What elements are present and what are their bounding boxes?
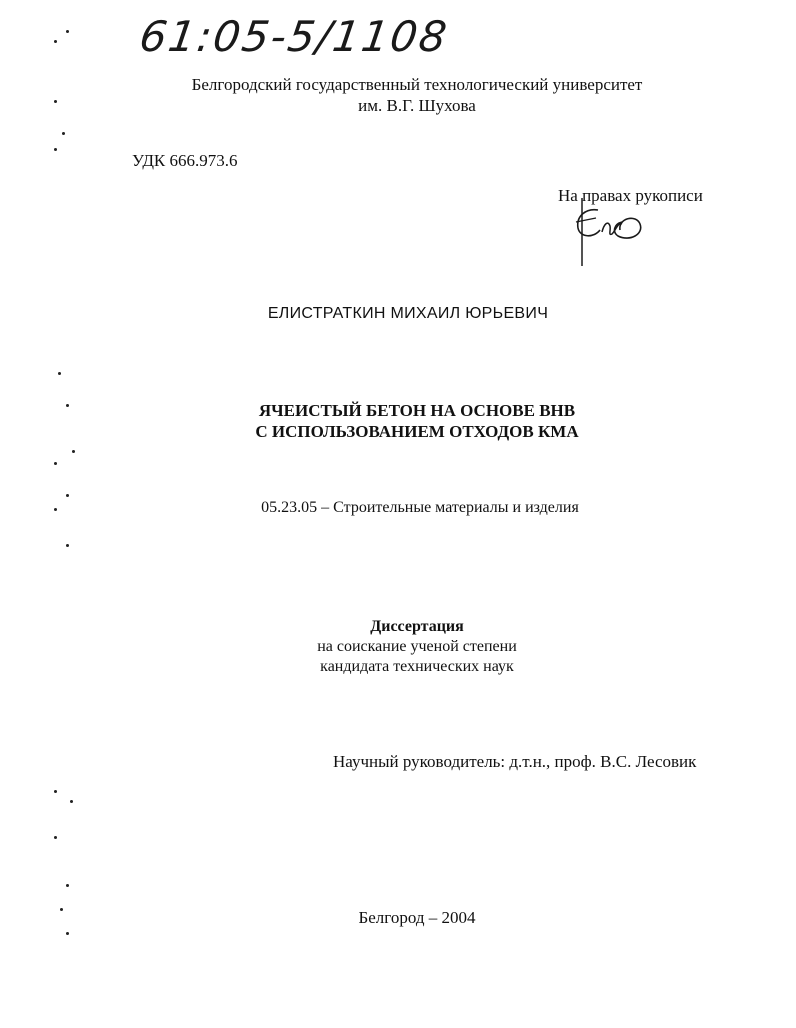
specialty: 05.23.05 – Строительные материалы и изделия [261, 499, 579, 516]
degree-block [0, 617, 796, 677]
city-year: Белгород – 2004 [358, 908, 476, 927]
university-line-2: им. В.Г. Шухова [358, 96, 476, 115]
manuscript-rights: На правах рукописи [558, 186, 703, 205]
scan-speck [66, 932, 69, 935]
scan-speck [54, 790, 57, 793]
university-name [0, 74, 796, 116]
scan-speck [54, 508, 57, 511]
university-line-1: Белгородский государственный технологический университет [191, 75, 643, 94]
scan-speck [54, 40, 57, 43]
title-line-2: С ИСПОЛЬЗОВАНИЕМ ОТХОДОВ КМА [255, 422, 579, 441]
scan-speck [70, 800, 73, 803]
scan-speck [62, 132, 65, 135]
scan-speck [66, 544, 69, 547]
scan-speck [66, 494, 69, 497]
scan-speck [72, 450, 75, 453]
author-name: ЕЛИСТРАТКИН МИХАИЛ ЮРЬЕВИЧ [267, 305, 549, 322]
scan-speck [58, 372, 61, 375]
degree-heading: Диссертация [370, 618, 464, 635]
scan-speck [54, 462, 57, 465]
scan-speck [60, 908, 63, 911]
supervisor: Научный руководитель: д.т.н., проф. В.С. Лесовик [333, 752, 697, 771]
scan-speck [66, 30, 69, 33]
udk-code: УДК 666.973.6 [132, 151, 238, 170]
title-line-1: ЯЧЕИСТЫЙ БЕТОН НА ОСНОВЕ ВНВ [258, 401, 576, 420]
degree-line-1: на соискание ученой степени [317, 638, 517, 655]
degree-line-2: кандидата технических наук [320, 658, 514, 675]
signature-icon [560, 194, 650, 270]
scan-speck [54, 100, 57, 103]
scan-speck [66, 884, 69, 887]
archive-number: 61:05-5/1108 [136, 12, 452, 61]
dissertation-title [0, 400, 796, 442]
scan-speck [54, 836, 57, 839]
scan-speck [54, 148, 57, 151]
scan-speck [66, 404, 69, 407]
